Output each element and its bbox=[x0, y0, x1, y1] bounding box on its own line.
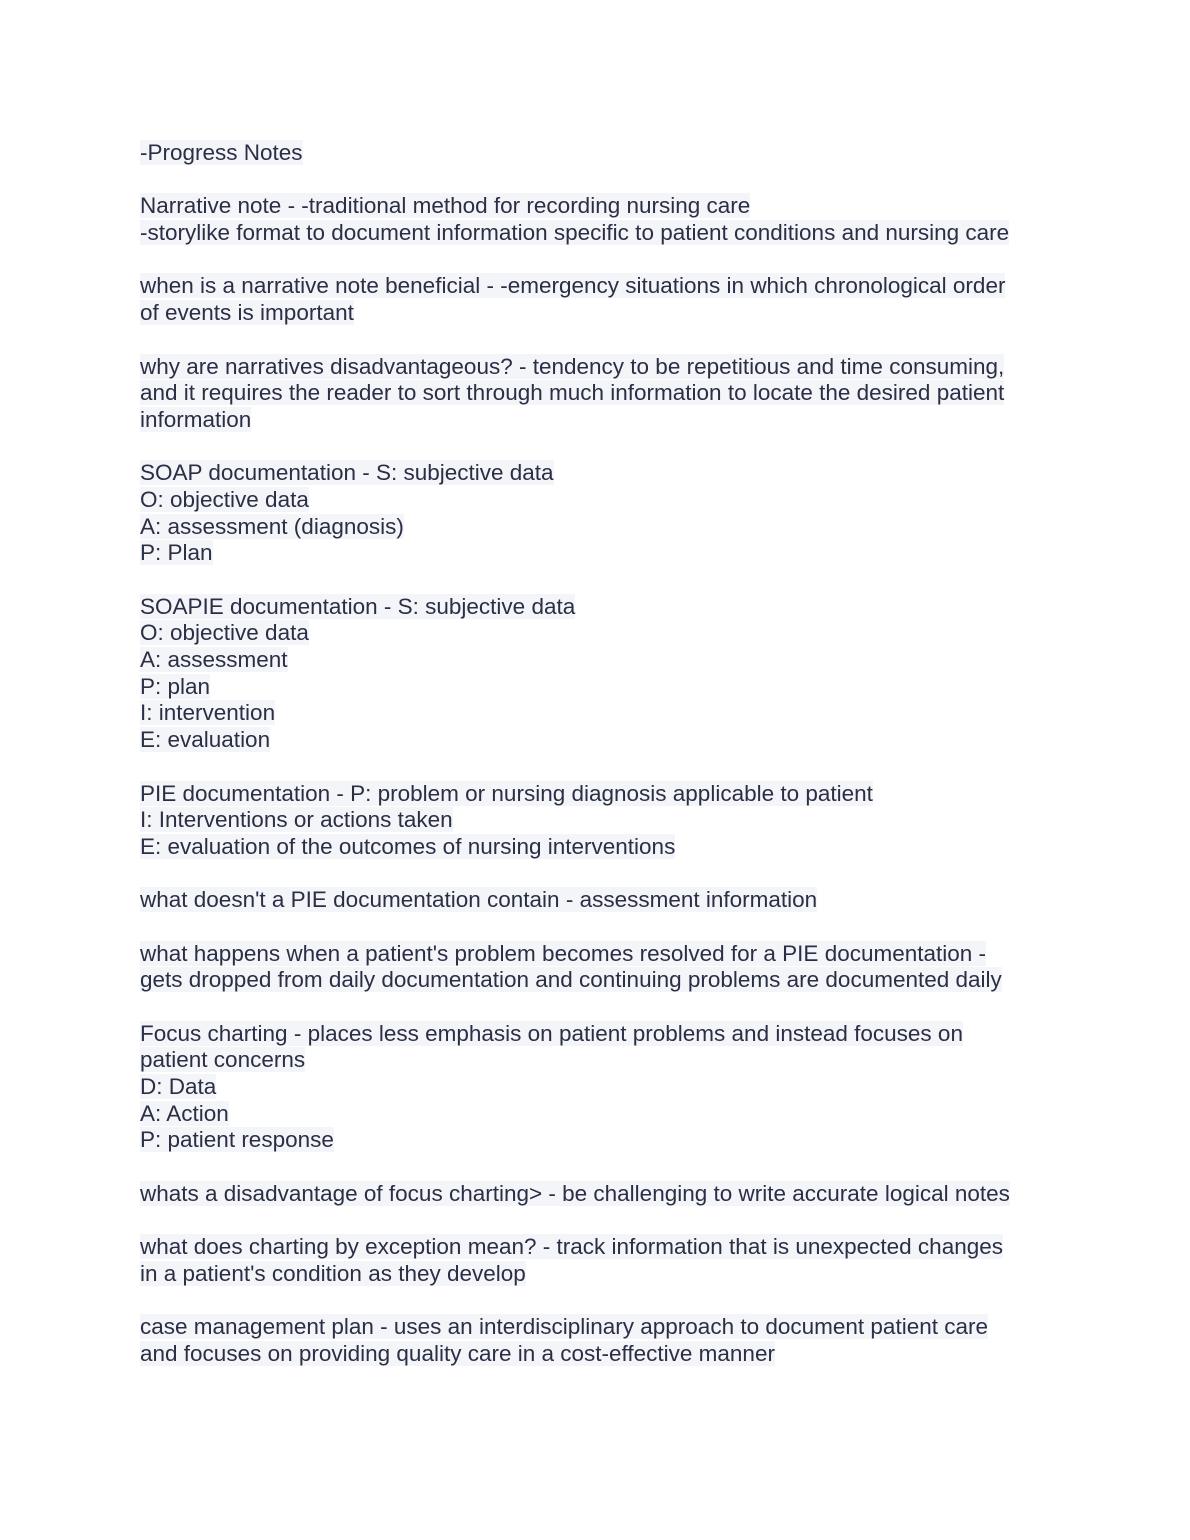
text-line-content: -storylike format to document information specific to patient conditions and nursing care bbox=[140, 220, 1010, 246]
text-line bbox=[140, 647, 1050, 674]
text-line-content: PIE documentation - P: problem or nursing diagnosis applicable to patient bbox=[140, 780, 873, 806]
text-line bbox=[140, 674, 1050, 701]
text-line bbox=[140, 1341, 1050, 1368]
text-line bbox=[140, 487, 1050, 514]
text-line-content: A: assessment (diagnosis) bbox=[140, 513, 404, 539]
text-line-content: SOAP documentation - S: subjective data bbox=[140, 460, 554, 486]
text-line-content: when is a narrative note beneficial - -emergency situations in which chronological order bbox=[140, 273, 1006, 299]
text-line bbox=[140, 887, 1050, 914]
text-line bbox=[140, 1314, 1050, 1341]
text-line-content: O: objective data bbox=[140, 620, 309, 646]
text-line bbox=[140, 354, 1050, 381]
text-line bbox=[140, 460, 1050, 487]
text-line bbox=[140, 380, 1050, 407]
blank-line bbox=[140, 567, 1050, 594]
text-line bbox=[140, 273, 1050, 300]
text-line bbox=[140, 1047, 1050, 1074]
text-line-content: P: plan bbox=[140, 673, 211, 699]
text-line-content: patient concerns bbox=[140, 1047, 306, 1073]
text-line-content: O: objective data bbox=[140, 486, 309, 512]
text-line-content: E: evaluation of the outcomes of nursing interventions bbox=[140, 833, 676, 859]
text-line-content: why are narratives disadvantageous? - tendency to be repetitious and time consuming, bbox=[140, 353, 1005, 379]
text-line bbox=[140, 540, 1050, 567]
text-line-content: in a patient's condition as they develop bbox=[140, 1260, 526, 1286]
blank-line bbox=[140, 247, 1050, 274]
text-line bbox=[140, 1101, 1050, 1128]
text-line-content: A: Action bbox=[140, 1100, 229, 1126]
text-line-content: whats a disadvantage of focus charting> - be challenging to write accurate logical notes bbox=[140, 1180, 1010, 1206]
text-line-content: I: intervention bbox=[140, 700, 276, 726]
text-line-content: P: Plan bbox=[140, 540, 213, 566]
text-line bbox=[140, 514, 1050, 541]
text-line bbox=[140, 220, 1050, 247]
text-line-content: I: Interventions or actions taken bbox=[140, 807, 453, 833]
text-line bbox=[140, 193, 1050, 220]
blank-line bbox=[140, 754, 1050, 781]
text-line bbox=[140, 1234, 1050, 1261]
text-line-content: of events is important bbox=[140, 300, 354, 326]
text-line bbox=[140, 941, 1050, 968]
text-line bbox=[140, 594, 1050, 621]
text-line bbox=[140, 834, 1050, 861]
blank-line bbox=[140, 1288, 1050, 1315]
text-line-content: Focus charting - places less emphasis on patient problems and instead focuses on bbox=[140, 1020, 963, 1046]
text-line bbox=[140, 1261, 1050, 1288]
blank-line bbox=[140, 434, 1050, 461]
text-line bbox=[140, 1181, 1050, 1208]
text-line bbox=[140, 620, 1050, 647]
text-line-content: -Progress Notes bbox=[140, 140, 303, 165]
text-line-content: case management plan - uses an interdisciplinary approach to document patient care bbox=[140, 1314, 988, 1340]
text-line-content: A: assessment bbox=[140, 647, 288, 673]
blank-line bbox=[140, 327, 1050, 354]
blank-line bbox=[140, 1208, 1050, 1235]
text-line-content: P: patient response bbox=[140, 1127, 334, 1153]
text-line-content: what happens when a patient's problem becomes resolved for a PIE documentation - bbox=[140, 940, 987, 966]
text-line bbox=[140, 807, 1050, 834]
text-line-content: gets dropped from daily documentation and continuing problems are documented daily bbox=[140, 967, 1002, 993]
text-line bbox=[140, 700, 1050, 727]
text-line-content: what doesn't a PIE documentation contain - assessment information bbox=[140, 887, 818, 913]
text-line-content: information bbox=[140, 406, 252, 432]
text-line-content: SOAPIE documentation - S: subjective data bbox=[140, 593, 576, 619]
text-line-content: E: evaluation bbox=[140, 727, 271, 753]
blank-line bbox=[140, 914, 1050, 941]
text-line bbox=[140, 1074, 1050, 1101]
blank-line bbox=[140, 167, 1050, 194]
text-line-content: what does charting by exception mean? - track information that is unexpected changes bbox=[140, 1234, 1003, 1260]
text-line-content: D: Data bbox=[140, 1074, 217, 1100]
text-line bbox=[140, 727, 1050, 754]
text-line bbox=[140, 140, 1050, 167]
text-line bbox=[140, 1127, 1050, 1154]
text-line bbox=[140, 407, 1050, 434]
text-line-content: and focuses on providing quality care in a cost-effective manner bbox=[140, 1340, 775, 1366]
blank-line bbox=[140, 1154, 1050, 1181]
text-line bbox=[140, 1021, 1050, 1048]
blank-line bbox=[140, 994, 1050, 1021]
text-line bbox=[140, 781, 1050, 808]
blank-line bbox=[140, 861, 1050, 888]
text-line-content: Narrative note - -traditional method for recording nursing care bbox=[140, 193, 751, 219]
notes-text-body bbox=[140, 140, 1050, 1368]
text-line-content: and it requires the reader to sort through much information to locate the desired patient bbox=[140, 380, 1005, 406]
text-line bbox=[140, 967, 1050, 994]
text-line bbox=[140, 300, 1050, 327]
